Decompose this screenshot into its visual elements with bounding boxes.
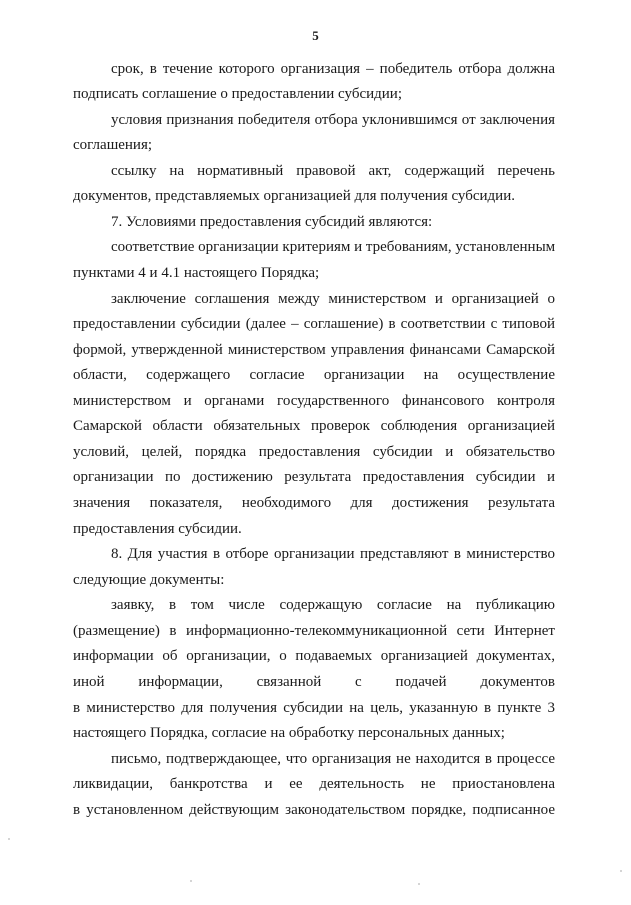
text-line: организации по достижению результата предоставления субсидии и bbox=[73, 469, 555, 485]
text-line: условий, целей, порядка предоставления субсидии и обязательство bbox=[73, 444, 555, 460]
text-line: ссылку на нормативный правовой акт, содержащий перечень bbox=[111, 163, 555, 179]
text-line: предоставлении субсидии (далее – соглашение) в соответствии с типовой bbox=[73, 316, 555, 332]
text-line: документов, представляемых организацией для получения субсидии. bbox=[73, 188, 515, 204]
text-line: 8. Для участия в отборе организации представляют в министерство bbox=[111, 546, 555, 562]
text-line: условия признания победителя отбора уклонившимся от заключения bbox=[111, 112, 555, 128]
text-line: (размещение) в информационно-телекоммуникационной сети Интернет bbox=[73, 623, 555, 639]
text-line: ликвидации, банкротства и ее деятельность не приостановлена bbox=[73, 776, 555, 792]
text-line: иной информации, связанной с подачей документов bbox=[73, 674, 555, 690]
text-line: информации об организации, о подаваемых организацией документах, bbox=[73, 648, 555, 664]
page-number: 5 bbox=[312, 28, 319, 43]
text-line: письмо, подтверждающее, что организация не находится в процессе bbox=[111, 751, 555, 767]
scan-speck bbox=[8, 838, 10, 840]
text-line: срок, в течение которого организация – победитель отбора должна bbox=[111, 61, 555, 77]
text-line: Самарской области обязательных проверок соблюдения организацией bbox=[73, 418, 555, 434]
text-line: соглашения; bbox=[73, 137, 153, 153]
text-line: заявку, в том числе содержащую согласие на публикацию bbox=[111, 597, 555, 613]
text-line: настоящего Порядка, согласие на обработку персональных данных; bbox=[73, 725, 505, 741]
text-line: соответствие организации критериям и требованиям, установленным bbox=[111, 239, 556, 255]
scan-speck bbox=[418, 883, 420, 885]
text-line: министерством и органами государственного финансового контроля bbox=[73, 393, 555, 409]
scan-speck bbox=[190, 880, 192, 882]
text-line: пунктами 4 и 4.1 настоящего Порядка; bbox=[73, 265, 320, 281]
text-line: заключение соглашения между министерством и организацией о bbox=[111, 291, 555, 307]
text-line: следующие документы: bbox=[73, 572, 225, 588]
text-line: в установленном действующим законодательством порядке, подписанное bbox=[73, 802, 555, 818]
section-heading: 7. Условиями предоставления субсидий являются: bbox=[111, 214, 433, 230]
text-line: области, содержащего согласие организации на осуществление bbox=[73, 367, 555, 383]
scan-speck bbox=[620, 870, 622, 872]
text-line: в министерство для получения субсидии на цель, указанную в пункте 3 bbox=[73, 700, 555, 716]
text-line: подписать соглашение о предоставлении субсидии; bbox=[73, 86, 402, 102]
text-line: формой, утвержденной министерством управления финансами Самарской bbox=[73, 342, 555, 358]
text-line: предоставления субсидии. bbox=[73, 521, 242, 537]
text-line: значения показателя, необходимого для достижения результата bbox=[73, 495, 555, 511]
